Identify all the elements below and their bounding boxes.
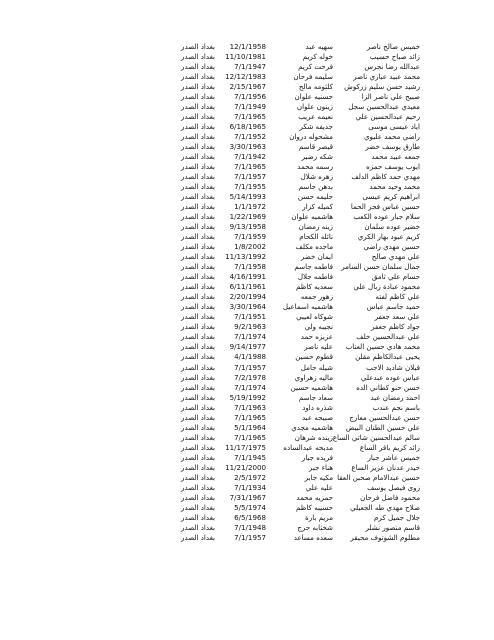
person-name: علي كاظم لفته <box>375 292 420 302</box>
birth-date: 7/1/1945 <box>234 452 266 462</box>
record-row <box>0 443 494 453</box>
person-name: كريم عبود بهار الكري <box>357 232 420 242</box>
person-name: حسام علي ثامق <box>371 272 420 282</box>
record-row <box>0 132 494 142</box>
record-row <box>0 282 494 292</box>
birth-place: بغداد الصدر <box>181 492 215 502</box>
record-row <box>0 232 494 242</box>
birth-place: بغداد الصدر <box>181 82 215 92</box>
person-name: عباس عوده عبدعلي <box>360 372 420 382</box>
birth-place: بغداد الصدر <box>181 502 215 512</box>
birth-date: 2/5/1972 <box>234 472 266 482</box>
birth-date: 7/1/1949 <box>234 102 266 112</box>
record-row <box>0 393 494 403</box>
birth-place: بغداد الصدر <box>181 222 215 232</box>
record-row <box>0 212 494 222</box>
birth-place: بغداد الصدر <box>181 242 215 252</box>
birth-date: 6/18/1965 <box>229 122 266 132</box>
record-row <box>0 192 494 202</box>
record-row <box>0 142 494 152</box>
person-name: محمود فاضل فرحان <box>360 492 420 502</box>
person-name: علي عبدالحسين خلف <box>356 332 420 342</box>
mother-name: ماليه زهراوي <box>294 372 333 382</box>
record-row <box>0 352 494 362</box>
birth-place: بغداد الصدر <box>181 192 215 202</box>
person-name: صلاح مهدي طه الجعيلي <box>350 502 420 512</box>
mother-name: خوله كريم <box>302 52 333 62</box>
birth-place: بغداد الصدر <box>181 332 215 342</box>
record-row <box>0 302 494 312</box>
birth-date: 7/31/1967 <box>229 492 266 502</box>
birth-place: بغداد الصدر <box>181 62 215 72</box>
mother-name: نجيبه ولي <box>304 322 333 332</box>
record-row <box>0 242 494 252</box>
record-row <box>0 373 494 383</box>
birth-place: بغداد الصدر <box>181 342 215 352</box>
birth-place: بغداد الصدر <box>181 402 215 412</box>
person-name: سلام جبار عوده الكعب <box>353 212 420 222</box>
birth-date: 9/14/1977 <box>229 342 266 352</box>
person-name: قيلان شاديد الاجب <box>366 362 420 372</box>
record-row <box>0 202 494 212</box>
record-row <box>0 272 494 282</box>
birth-place: بغداد الصدر <box>181 362 215 372</box>
birth-place: بغداد الصدر <box>181 302 215 312</box>
person-name: معيدي عبدالحسين سجل <box>348 102 420 112</box>
record-row <box>0 433 494 443</box>
birth-date: 7/1/1965 <box>234 412 266 422</box>
record-row <box>0 72 494 82</box>
person-name: سالم عبدالحسين شاتي الساع <box>332 432 420 442</box>
birth-place: بغداد الصدر <box>181 102 215 112</box>
birth-place: بغداد الصدر <box>181 462 215 472</box>
person-name: علي مهدي صالح <box>371 252 420 262</box>
person-name: جمعه عبيد محمد <box>371 152 420 162</box>
birth-place: بغداد الصدر <box>181 42 215 51</box>
mother-name: سليمه فرحان <box>293 72 333 82</box>
record-row <box>0 92 494 102</box>
birth-date: 7/1/1952 <box>234 132 266 142</box>
record-row <box>0 122 494 132</box>
mother-name: مريم بارة <box>305 512 333 522</box>
person-name: رشيد حسن سليم زركوش <box>344 82 420 92</box>
birth-date: 7/1/1947 <box>234 62 266 72</box>
birth-date: 11/21/2000 <box>225 462 266 472</box>
birth-place: بغداد الصدر <box>181 152 215 162</box>
record-row <box>0 112 494 122</box>
birth-date: 7/1/1957 <box>234 532 266 542</box>
birth-date: 2/15/1967 <box>229 82 266 92</box>
birth-place: بغداد الصدر <box>181 112 215 122</box>
birth-date: 7/1/1956 <box>234 92 266 102</box>
birth-date: 11/13/1992 <box>225 252 266 262</box>
birth-place: بغداد الصدر <box>181 262 215 272</box>
person-name: احمد رمضان عبد <box>370 392 420 402</box>
mother-name: هاشميه مجدي <box>291 422 333 432</box>
mother-name: فاطمه جلال <box>297 272 333 282</box>
mother-name: فريده جبار <box>301 452 333 462</box>
record-row <box>0 152 494 162</box>
birth-place: بغداد الصدر <box>181 52 215 62</box>
record-row <box>0 503 494 513</box>
mother-name: شخثابه حرج <box>297 522 333 532</box>
person-name: علي حسين الطنان البيض <box>345 422 420 432</box>
birth-date: 1/22/1969 <box>229 212 266 222</box>
mother-name: هناء جبر <box>308 462 333 472</box>
birth-date: 7/1/1963 <box>234 402 266 412</box>
birth-date: 1/8/2002 <box>234 242 266 252</box>
birth-date: 6/11/1961 <box>229 282 266 292</box>
person-name: راضي محمد عليوي <box>364 132 420 142</box>
record-row <box>0 322 494 332</box>
birth-place: بغداد الصدر <box>181 252 215 262</box>
birth-place: بغداد الصدر <box>181 182 215 192</box>
mother-name: رسمه محمد <box>297 162 333 172</box>
mother-name: قيصر قاسم <box>298 142 333 152</box>
mother-name: عزيزه حمد <box>300 332 333 342</box>
birth-date: 7/1/1958 <box>234 262 266 272</box>
record-row <box>0 292 494 302</box>
mother-name: حمزيه محمد <box>296 492 333 502</box>
person-name: مهدي حمد كاظم الدلف <box>351 172 420 182</box>
birth-date: 7/1/1965 <box>234 432 266 442</box>
birth-date: 7/1/1974 <box>234 382 266 392</box>
birth-place: بغداد الصدر <box>181 452 215 462</box>
person-name: خميس صالح ناصر <box>366 42 420 51</box>
mother-name: قطوم حسين <box>295 352 333 362</box>
mother-name: زينه رمضان <box>298 222 333 232</box>
mother-name: حسنيه علوان <box>294 92 333 102</box>
birth-date: 3/30/1964 <box>229 302 266 312</box>
person-name: حيدر عدنان عزيز الساع <box>351 462 420 472</box>
birth-place: بغداد الصدر <box>181 522 215 532</box>
birth-place: بغداد الصدر <box>181 532 215 542</box>
record-row <box>0 342 494 352</box>
birth-place: بغداد الصدر <box>181 232 215 242</box>
birth-date: 11/10/1981 <box>225 52 266 62</box>
person-name: حميد جاسم عباس <box>366 302 420 312</box>
birth-place: بغداد الصدر <box>181 322 215 332</box>
mother-name: مشحوله دروان <box>289 132 333 142</box>
birth-place: بغداد الصدر <box>181 482 215 492</box>
birth-date: 2/20/1994 <box>229 292 266 302</box>
mother-name: كلثومه مالح <box>298 82 333 92</box>
birth-place: بغداد الصدر <box>181 92 215 102</box>
birth-date: 7/1/1934 <box>234 482 266 492</box>
record-row <box>0 513 494 523</box>
birth-date: 9/2/1963 <box>234 322 266 332</box>
person-name: زائد صباح حسيب <box>369 52 420 62</box>
mother-name: زينون علوان <box>296 102 333 112</box>
record-row <box>0 493 494 503</box>
birth-place: بغداد الصدر <box>181 132 215 142</box>
person-name: خضير عوده سلمان <box>364 222 420 232</box>
birth-place: بغداد الصدر <box>181 122 215 132</box>
record-row <box>0 423 494 433</box>
birth-place: بغداد الصدر <box>181 72 215 82</box>
birth-place: بغداد الصدر <box>181 392 215 402</box>
person-name: قاسم منصور نشلر <box>365 522 420 532</box>
record-row <box>0 182 494 192</box>
mother-name: سهيه عبد <box>305 42 333 51</box>
birth-date: 7/1/1951 <box>234 312 266 322</box>
record-row <box>0 453 494 463</box>
mother-name: هاشميه علوان <box>291 212 333 222</box>
person-name: رحيم عبدالحسين علي <box>355 112 420 122</box>
birth-place: بغداد الصدر <box>181 422 215 432</box>
mother-name: سعاد جاسم <box>298 392 333 402</box>
record-row <box>0 82 494 92</box>
record-row <box>0 363 494 373</box>
birth-place: بغداد الصدر <box>181 312 215 322</box>
birth-place: بغداد الصدر <box>181 272 215 282</box>
birth-place: بغداد الصدر <box>181 282 215 292</box>
person-name: ايوب يوسف حمزه <box>366 162 420 172</box>
birth-date: 7/1/1955 <box>234 182 266 192</box>
mother-name: عليه علي <box>305 482 333 492</box>
birth-place: بغداد الصدر <box>181 292 215 302</box>
mother-name: كميله كزار <box>302 202 333 212</box>
mother-name: مكيه جابر <box>304 472 333 482</box>
person-name: محمد هادي حسين العتاب <box>345 342 420 352</box>
mother-name: زهور جمعه <box>300 292 333 302</box>
birth-date: 7/1/1957 <box>234 362 266 372</box>
birth-date: 7/1/1974 <box>234 332 266 342</box>
person-name: خميس عاشر جبار <box>367 452 420 462</box>
birth-place: بغداد الصدر <box>181 432 215 442</box>
birth-date: 5/19/1992 <box>229 392 266 402</box>
birth-date: 4/16/1991 <box>229 272 266 282</box>
person-name: جواد كاظم جعفر <box>371 322 420 332</box>
birth-date: 5/1/1964 <box>234 422 266 432</box>
record-row <box>0 332 494 342</box>
birth-date: 7/1/1942 <box>234 152 266 162</box>
birth-place: بغداد الصدر <box>181 142 215 152</box>
birth-place: بغداد الصدر <box>181 172 215 182</box>
birth-date: 9/13/1958 <box>229 222 266 232</box>
mother-name: هاشميه اسماعيل <box>282 302 333 312</box>
birth-date: 7/1/1965 <box>234 112 266 122</box>
mother-name: سعديه كاظم <box>295 282 333 292</box>
person-name: زوى فيصل يوسف <box>367 482 420 492</box>
person-name: يحيى عبدالكاظم مقلن <box>355 352 420 362</box>
mother-name: شكه رضير <box>301 152 333 162</box>
birth-date: 7/1/1959 <box>234 232 266 242</box>
person-name: حسين عبدالامام صحبن العقا <box>337 472 420 482</box>
mother-name: شوكاه لعيبي <box>296 312 333 322</box>
record-row <box>0 62 494 72</box>
record-row <box>0 312 494 322</box>
birth-place: بغداد الصدر <box>181 202 215 212</box>
record-row <box>0 413 494 423</box>
birth-date: 5/5/1974 <box>234 502 266 512</box>
mother-name: فاطمه جاسم <box>294 262 333 272</box>
mother-name: نعيمه عريب <box>298 112 333 122</box>
person-name: صبيح علي ناصر الزا <box>361 92 420 102</box>
birth-place: بغداد الصدر <box>181 472 215 482</box>
mother-name: شيله جامل <box>300 362 333 372</box>
birth-place: بغداد الصدر <box>181 512 215 522</box>
birth-place: بغداد الصدر <box>181 352 215 362</box>
record-row <box>0 262 494 272</box>
birth-date: 12/12/1983 <box>225 72 266 82</box>
mother-name: فرحت كريم <box>298 62 333 72</box>
mother-name: عليه ناصر <box>304 342 333 352</box>
mother-name: زينده شرهان <box>294 432 333 442</box>
birth-date: 1/1/1972 <box>234 202 266 212</box>
record-row <box>0 102 494 112</box>
person-name: طارق يوسف خضر <box>365 142 420 152</box>
person-name: مطلوم الشوتوف محيقر <box>350 532 420 542</box>
record-row <box>0 252 494 262</box>
record-row <box>0 172 494 182</box>
record-row <box>0 473 494 483</box>
record-row <box>0 222 494 232</box>
birth-place: بغداد الصدر <box>181 412 215 422</box>
person-name: حسين عباس فجر الحما <box>350 202 420 212</box>
birth-date: 7/1/1965 <box>234 162 266 172</box>
birth-date: 7/1/1948 <box>234 522 266 532</box>
birth-place: بغداد الصدر <box>181 372 215 382</box>
birth-date: 3/30/1963 <box>229 142 266 152</box>
record-row <box>0 533 494 543</box>
person-name: ابراهيم كريم عيسى <box>362 192 420 202</box>
birth-date: 7/2/1978 <box>234 372 266 382</box>
mother-name: هاشميه حسين <box>290 382 333 392</box>
birth-date: 11/17/1975 <box>225 442 266 452</box>
mother-name: حليمه حسن <box>297 192 333 202</box>
person-name: جمال سلمان حسن السامر <box>341 262 420 272</box>
record-row <box>0 463 494 473</box>
person-name: اياد عيسى موسى <box>368 122 420 132</box>
birth-place: بغداد الصدر <box>181 162 215 172</box>
person-name: علي سعد جعفر <box>374 312 420 322</box>
record-row <box>0 52 494 62</box>
person-name: جلال جميل كرم <box>374 512 420 522</box>
mother-name: زهره شلال <box>300 172 333 182</box>
birth-date: 6/5/1968 <box>234 512 266 522</box>
record-row <box>0 162 494 172</box>
birth-place: بغداد الصدر <box>181 382 215 392</box>
person-name: حسين مهدي راضي <box>363 242 420 252</box>
person-name: محمد عبيد عباري ناصر <box>353 72 420 82</box>
person-name: محمود عبادة زبال علي <box>353 282 420 292</box>
mother-name: بدهن جاسم <box>298 182 333 192</box>
birth-place: بغداد الصدر <box>181 442 215 452</box>
birth-date: 5/14/1993 <box>229 192 266 202</box>
record-row <box>0 403 494 413</box>
mother-name: مديحه عبدالساده <box>283 442 333 452</box>
mother-name: ايمان خضر <box>300 252 333 262</box>
mother-name: جديفه شكر <box>299 122 333 132</box>
person-name: زائد كريم باقر الساع <box>359 442 420 452</box>
person-name: حسن حنو كطاني الده <box>356 382 420 392</box>
records-list <box>0 42 494 543</box>
mother-name: نائله الكحام <box>299 232 333 242</box>
mother-name: ماجده مكلف <box>295 242 333 252</box>
person-name: باسم نجم عندب <box>372 402 420 412</box>
birth-date: 12/1/1958 <box>229 42 266 51</box>
person-name: عبدالله رضا نجرس <box>364 62 420 72</box>
person-name: حسن عبدالحسين معارج <box>349 412 420 422</box>
birth-date: 7/1/1957 <box>234 172 266 182</box>
birth-place: بغداد الصدر <box>181 212 215 222</box>
record-row <box>0 483 494 493</box>
record-row <box>0 523 494 533</box>
record-row <box>0 383 494 393</box>
record-row <box>0 42 494 52</box>
mother-name: شذره داود <box>302 402 333 412</box>
birth-date: 4/1/1988 <box>234 352 266 362</box>
person-name: محمد وحيد محمد <box>369 182 420 192</box>
mother-name: سعده مساعد <box>293 532 333 542</box>
mother-name: حسيبه كاظم <box>296 502 333 512</box>
mother-name: صبيحه عبد <box>301 412 333 422</box>
